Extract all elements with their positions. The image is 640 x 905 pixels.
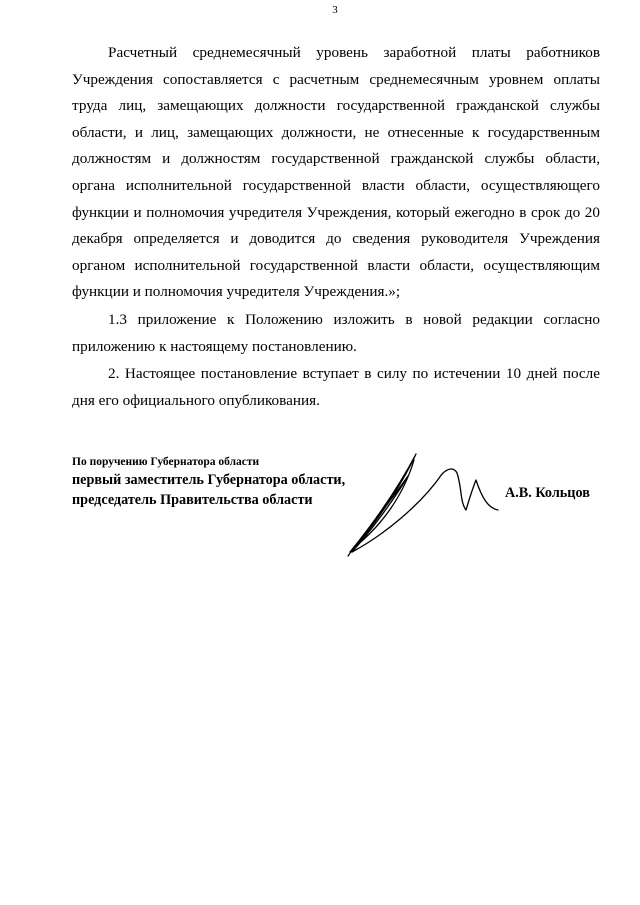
- signatory-name: А.В. Кольцов: [505, 485, 590, 501]
- signatory-position-line-2: председатель Правительства области: [72, 492, 313, 508]
- signature-on-behalf: По поручению Губернатора области: [72, 456, 260, 468]
- paragraph-salary-level: Расчетный среднемесячный уровень заработной платы работников Учреждения сопоставляется с расчетным среднемесячным уровнем оплаты труда лиц, замещающих должности государственной гражданской службы области, и лиц, замещающих должности, не отнесенные к государственным должностям и должностям государственной гражданской службы области, органа исполнительной государственной власти области, осуществляющего функции и полномочия учредителя Учреждения, который ежегодно в срок до 20 декабря определяется и доводится до сведения руководителя Учреждения органом исполнительной государственной власти области, осуществляющим функции и полномочия учредителя Учреждения.»;: [72, 44, 600, 301]
- paragraph-appendix: 1.3 приложение к Положению изложить в новой редакции согласно приложению к настоящему постановлению.: [72, 310, 600, 355]
- document-body: [72, 40, 600, 414]
- paragraph-effective-date: 2. Настоящее постановление вступает в силу по истечении 10 дней после дня его официального опубликования.: [72, 365, 600, 409]
- handwritten-signature: [342, 440, 502, 562]
- page-number: 3: [332, 4, 338, 16]
- signatory-position-line-1: первый заместитель Губернатора области,: [72, 472, 346, 488]
- signature-block: [72, 454, 345, 510]
